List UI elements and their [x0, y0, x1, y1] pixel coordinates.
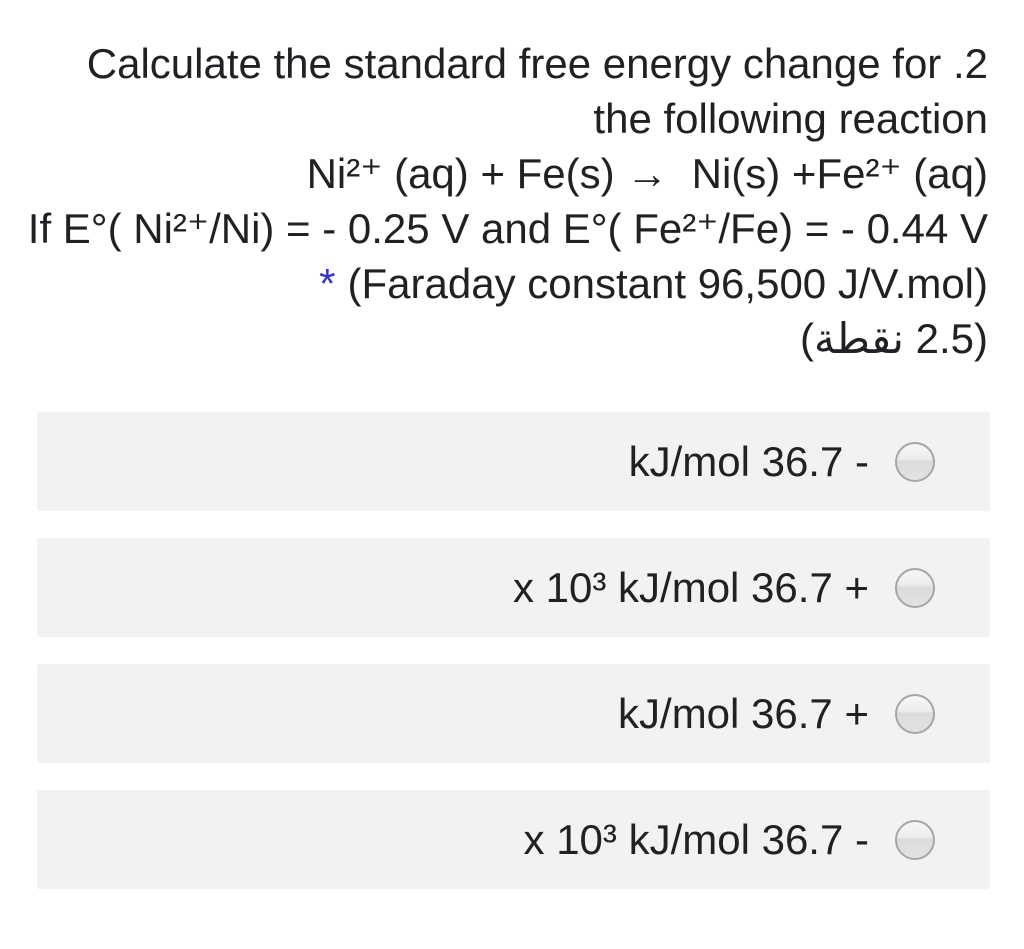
answer-options — [0, 412, 1024, 889]
answer-option-2[interactable] — [37, 538, 990, 637]
question-reaction-equation: Ni²⁺ (aq) + Fe(s) → Ni(s) +Fe²⁺ (aq) — [306, 150, 988, 197]
answer-option-4[interactable] — [37, 790, 990, 889]
answer-option-4-label: x 10³ kJ/mol 36.7 - — [523, 815, 869, 863]
question-faraday-line — [0, 256, 988, 311]
answer-option-1[interactable] — [37, 412, 990, 511]
radio-button-icon[interactable] — [895, 820, 935, 860]
radio-button-icon[interactable] — [895, 568, 935, 608]
answer-option-1-label: kJ/mol 36.7 - — [628, 437, 869, 485]
answer-option-3[interactable] — [37, 664, 990, 763]
answer-option-2-label: x 10³ kJ/mol 36.7 + — [513, 563, 869, 611]
radio-button-icon[interactable] — [895, 694, 935, 734]
answer-option-3-label: kJ/mol 36.7 + — [618, 689, 869, 737]
question-text — [0, 36, 988, 366]
question-line-2: the following reaction — [593, 95, 988, 142]
faraday-note: (Faraday constant 96,500 J/V.mol) — [347, 260, 988, 307]
question-potentials-line: If E°( Ni²⁺/Ni) = - 0.25 V and E°( Fe²⁺/Fe) = - 0.44 V — [27, 205, 988, 252]
question-line-1: Calculate the standard free energy change for .2 — [86, 40, 988, 87]
points-label: (2.5 نقطة) — [800, 315, 988, 362]
required-asterisk: * — [319, 260, 336, 307]
radio-button-icon[interactable] — [895, 442, 935, 482]
